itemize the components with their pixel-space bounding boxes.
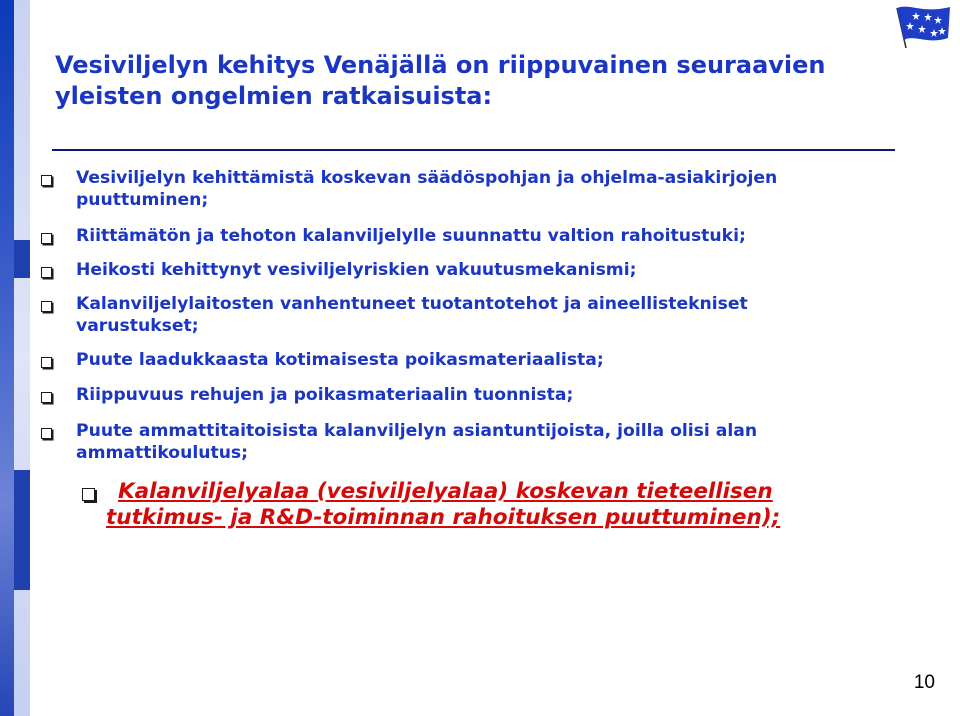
- page-number: 10: [913, 672, 935, 693]
- square-bullet-icon: [41, 301, 52, 312]
- sidebar-band-light: [14, 0, 30, 716]
- bullet-item: Vesiviljelyn kehittämistä koskevan säädöspohjan ja ohjelma-asiakirjojen puuttuminen;: [76, 168, 778, 210]
- square-bullet-icon: [41, 428, 52, 439]
- square-bullet-icon: [41, 357, 52, 368]
- sidebar-band-dark: [0, 0, 14, 716]
- bullet-item: Heikosti kehittynyt vesiviljelyriskien vakuutusmekanismi;: [76, 260, 637, 280]
- square-bullet-icon: [41, 392, 52, 403]
- square-bullet-icon: [41, 233, 52, 244]
- bullet-item: Kalanviljelylaitosten vanhentuneet tuotantotehot ja aineellistekniset varustukset;: [76, 294, 748, 336]
- bullet-item: Riittämätön ja tehoton kalanviljelylle suunnattu valtion rahoitustuki;: [76, 226, 746, 246]
- square-bullet-icon: [82, 488, 95, 501]
- slide-title: Vesiviljelyn kehitys Venäjällä on riippuvainen seuraavien yleisten ongelmien ratkaisuista:: [55, 51, 826, 110]
- sidebar-block: [14, 470, 30, 590]
- bullet-item: Puute laadukkaasta kotimaisesta poikasmateriaalista;: [76, 350, 604, 370]
- square-bullet-icon: [41, 267, 52, 278]
- slide-sidebar: [0, 0, 30, 716]
- bullet-item: Puute ammattitaitoisista kalanviljelyn asiantuntijoista, joilla olisi alan ammattikoulutus;: [76, 421, 758, 463]
- square-bullet-icon: [41, 175, 52, 186]
- eu-flag-icon: [892, 4, 952, 50]
- highlighted-bullet-item: Kalanviljelyalaa (vesiviljelyalaa) koskevan tieteellisen tutkimus- ja R&D-toiminnan rahoituksen puuttuminen);: [106, 479, 781, 530]
- bullet-item: Riippuvuus rehujen ja poikasmateriaalin tuonnista;: [76, 385, 574, 405]
- title-divider: [52, 149, 895, 151]
- sidebar-block: [14, 240, 30, 278]
